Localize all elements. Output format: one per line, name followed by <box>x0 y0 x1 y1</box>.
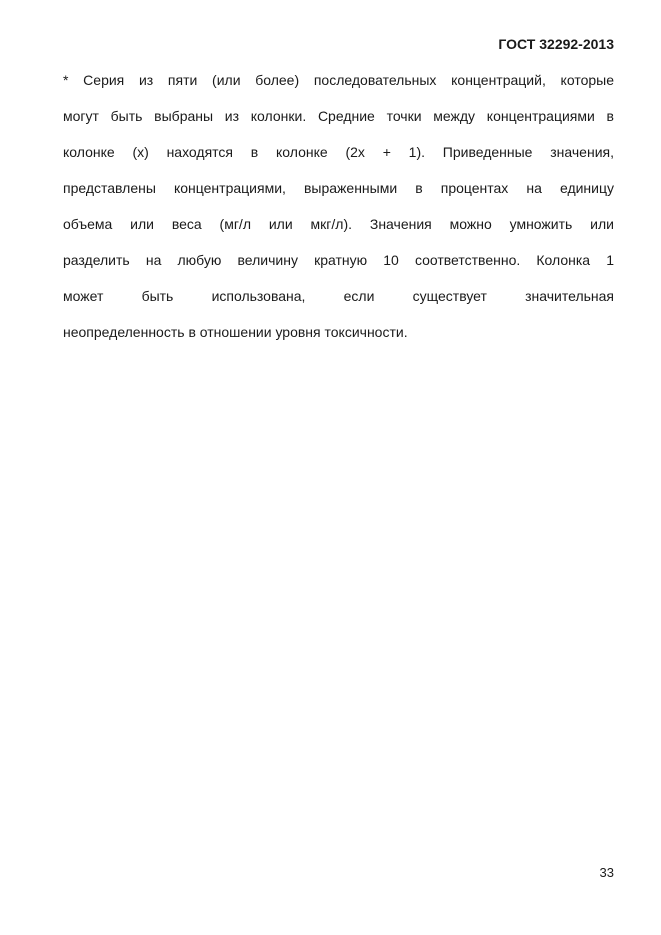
footnote-line: может быть использована, если существует значительная <box>63 288 614 304</box>
footnote-line: могут быть выбраны из колонки. Средние точки между концентрациями в <box>63 108 614 124</box>
footnote-text <box>63 62 614 350</box>
footnote-line: разделить на любую величину кратную 10 соответственно. Колонка 1 <box>63 252 614 268</box>
footnote-line: объема или веса (мг/л или мкг/л). Значения можно умножить или <box>63 216 614 232</box>
standard-designation: ГОСТ 32292-2013 <box>498 36 614 52</box>
footnote-line: представлены концентрациями, выраженными в процентах на единицу <box>63 180 614 196</box>
footnote-line: неопределенность в отношении уровня токсичности. <box>63 324 408 340</box>
page-number: 33 <box>599 865 614 880</box>
footnote-line: колонке (x) находятся в колонке (2x + 1). Приведенные значения, <box>63 144 614 160</box>
footnote-line: * Серия из пяти (или более) последовательных концентраций, которые <box>63 72 614 88</box>
